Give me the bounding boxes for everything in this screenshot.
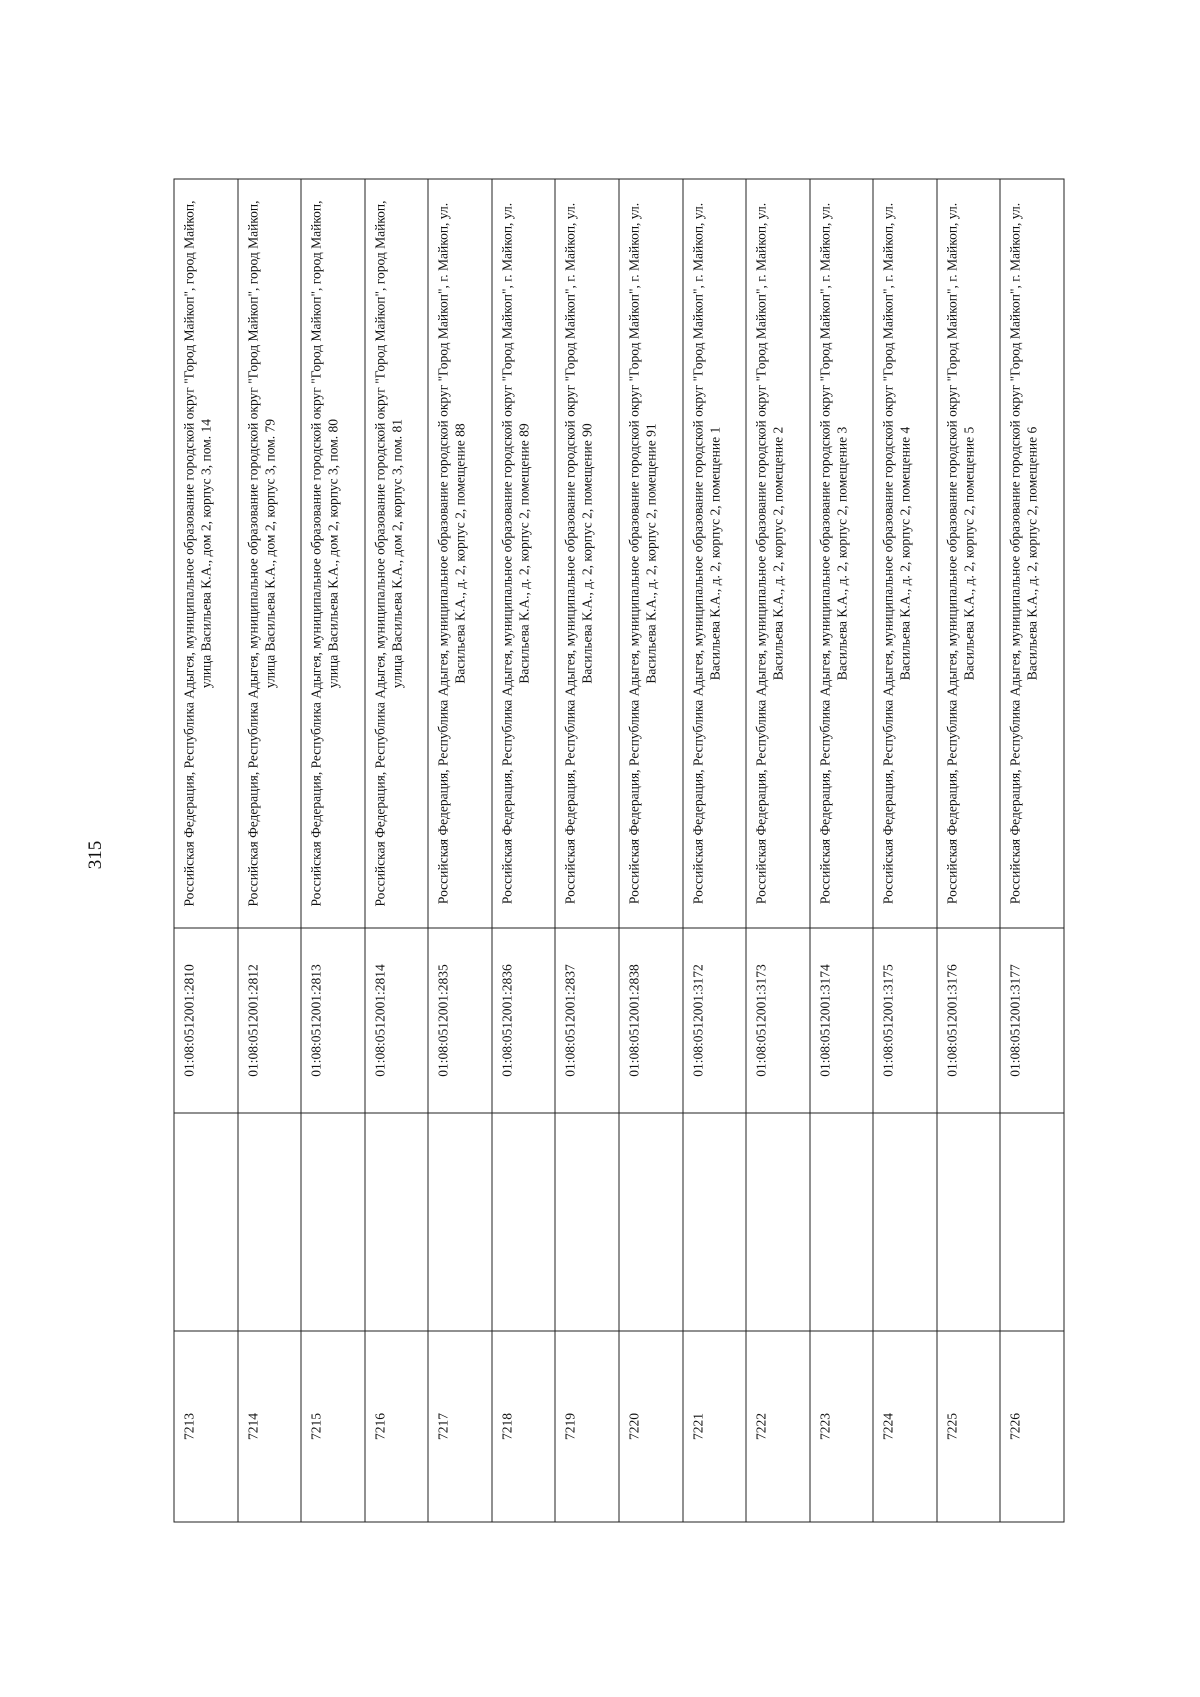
table-row <box>1000 179 1064 1522</box>
row-number: 7216 <box>364 1331 428 1522</box>
cadastral-number: 01:08:0512001:2813 <box>301 928 365 1113</box>
empty-cell <box>936 1113 1000 1331</box>
address: Российская Федерация, Республика Адыгея, муниципальное образование городской округ "Город Майкоп", город Майкоп, улица Васильева К.А., дом 2, корпус 3, пом. 79 <box>237 179 301 928</box>
table-row <box>555 179 619 1522</box>
row-number: 7220 <box>618 1331 682 1522</box>
cadastral-number: 01:08:0512001:3173 <box>746 928 810 1113</box>
table-row <box>936 179 1000 1522</box>
cadastral-number: 01:08:0512001:3176 <box>936 928 1000 1113</box>
address: Российская Федерация, Республика Адыгея, муниципальное образование городской округ "Город Майкоп", г. Майкоп, ул. Васильева К.А., д. 2, корпус 2, помещение 6 <box>1000 179 1064 928</box>
cadastral-number: 01:08:0512001:3172 <box>682 928 746 1113</box>
row-number: 7219 <box>555 1331 619 1522</box>
cadastral-number: 01:08:0512001:2836 <box>491 928 555 1113</box>
cadastral-number: 01:08:0512001:2838 <box>618 928 682 1113</box>
registry-table <box>173 178 1064 1522</box>
empty-cell <box>301 1113 365 1331</box>
empty-cell <box>555 1113 619 1331</box>
cadastral-number: 01:08:0512001:2812 <box>237 928 301 1113</box>
empty-cell <box>428 1113 492 1331</box>
table-row <box>237 179 301 1522</box>
row-number: 7225 <box>936 1331 1000 1522</box>
address: Российская Федерация, Республика Адыгея, муниципальное образование городской округ "Город Майкоп", г. Майкоп, ул. Васильева К.А., д. 2, корпус 2, помещение 88 <box>428 179 492 928</box>
table-row <box>428 179 492 1522</box>
table-row <box>873 179 937 1522</box>
cadastral-number: 01:08:0512001:3175 <box>873 928 937 1113</box>
table-row <box>809 179 873 1522</box>
cadastral-number: 01:08:0512001:2814 <box>364 928 428 1113</box>
address: Российская Федерация, Республика Адыгея, муниципальное образование городской округ "Город Майкоп", г. Майкоп, ул. Васильева К.А., д. 2, корпус 2, помещение 3 <box>809 179 873 928</box>
row-number: 7222 <box>746 1331 810 1522</box>
empty-cell <box>364 1113 428 1331</box>
row-number: 7223 <box>809 1331 873 1522</box>
empty-cell <box>618 1113 682 1331</box>
address: Российская Федерация, Республика Адыгея, муниципальное образование городской округ "Город Майкоп", г. Майкоп, ул. Васильева К.А., д. 2, корпус 2, помещение 90 <box>555 179 619 928</box>
table-row <box>174 179 238 1522</box>
address: Российская Федерация, Республика Адыгея, муниципальное образование городской округ "Город Майкоп", г. Майкоп, ул. Васильева К.А., д. 2, корпус 2, помещение 89 <box>491 179 555 928</box>
empty-cell <box>1000 1113 1064 1331</box>
cadastral-number: 01:08:0512001:2810 <box>174 928 238 1113</box>
table-row <box>301 179 365 1522</box>
cadastral-number: 01:08:0512001:2835 <box>428 928 492 1113</box>
empty-cell <box>682 1113 746 1331</box>
address: Российская Федерация, Республика Адыгея, муниципальное образование городской округ "Город Майкоп", город Майкоп, улица Васильева К.А., дом 2, корпус 3, пом. 14 <box>174 179 238 928</box>
table-rotated-wrapper <box>173 178 1064 1522</box>
empty-cell <box>174 1113 238 1331</box>
row-number: 7217 <box>428 1331 492 1522</box>
table-row <box>746 179 810 1522</box>
address: Российская Федерация, Республика Адыгея, муниципальное образование городской округ "Город Майкоп", г. Майкоп, ул. Васильева К.А., д. 2, корпус 2, помещение 4 <box>873 179 937 928</box>
table-row <box>618 179 682 1522</box>
table-row <box>682 179 746 1522</box>
row-number: 7215 <box>301 1331 365 1522</box>
row-number: 7214 <box>237 1331 301 1522</box>
row-number: 7221 <box>682 1331 746 1522</box>
cadastral-number: 01:08:0512001:3174 <box>809 928 873 1113</box>
table-row <box>491 179 555 1522</box>
address: Российская Федерация, Республика Адыгея, муниципальное образование городской округ "Город Майкоп", г. Майкоп, ул. Васильева К.А., д. 2, корпус 2, помещение 2 <box>746 179 810 928</box>
address: Российская Федерация, Республика Адыгея, муниципальное образование городской округ "Город Майкоп", город Майкоп, улица Васильева К.А., дом 2, корпус 3, пом. 81 <box>364 179 428 928</box>
cadastral-number: 01:08:0512001:2837 <box>555 928 619 1113</box>
page-number: 315 <box>85 840 106 870</box>
cadastral-number: 01:08:0512001:3177 <box>1000 928 1064 1113</box>
empty-cell <box>491 1113 555 1331</box>
row-number: 7226 <box>1000 1331 1064 1522</box>
row-number: 7224 <box>873 1331 937 1522</box>
table-area <box>173 178 1064 1522</box>
empty-cell <box>873 1113 937 1331</box>
row-number: 7218 <box>491 1331 555 1522</box>
address: Российская Федерация, Республика Адыгея, муниципальное образование городской округ "Город Майкоп", г. Майкоп, ул. Васильева К.А., д. 2, корпус 2, помещение 1 <box>682 179 746 928</box>
row-number: 7213 <box>174 1331 238 1522</box>
address: Российская Федерация, Республика Адыгея, муниципальное образование городской округ "Город Майкоп", г. Майкоп, ул. Васильева К.А., д. 2, корпус 2, помещение 91 <box>618 179 682 928</box>
address: Российская Федерация, Республика Адыгея, муниципальное образование городской округ "Город Майкоп", город Майкоп, улица Васильева К.А., дом 2, корпус 3, пом. 80 <box>301 179 365 928</box>
table-row <box>364 179 428 1522</box>
empty-cell <box>746 1113 810 1331</box>
empty-cell <box>237 1113 301 1331</box>
address: Российская Федерация, Республика Адыгея, муниципальное образование городской округ "Город Майкоп", г. Майкоп, ул. Васильева К.А., д. 2, корпус 2, помещение 5 <box>936 179 1000 928</box>
empty-cell <box>809 1113 873 1331</box>
